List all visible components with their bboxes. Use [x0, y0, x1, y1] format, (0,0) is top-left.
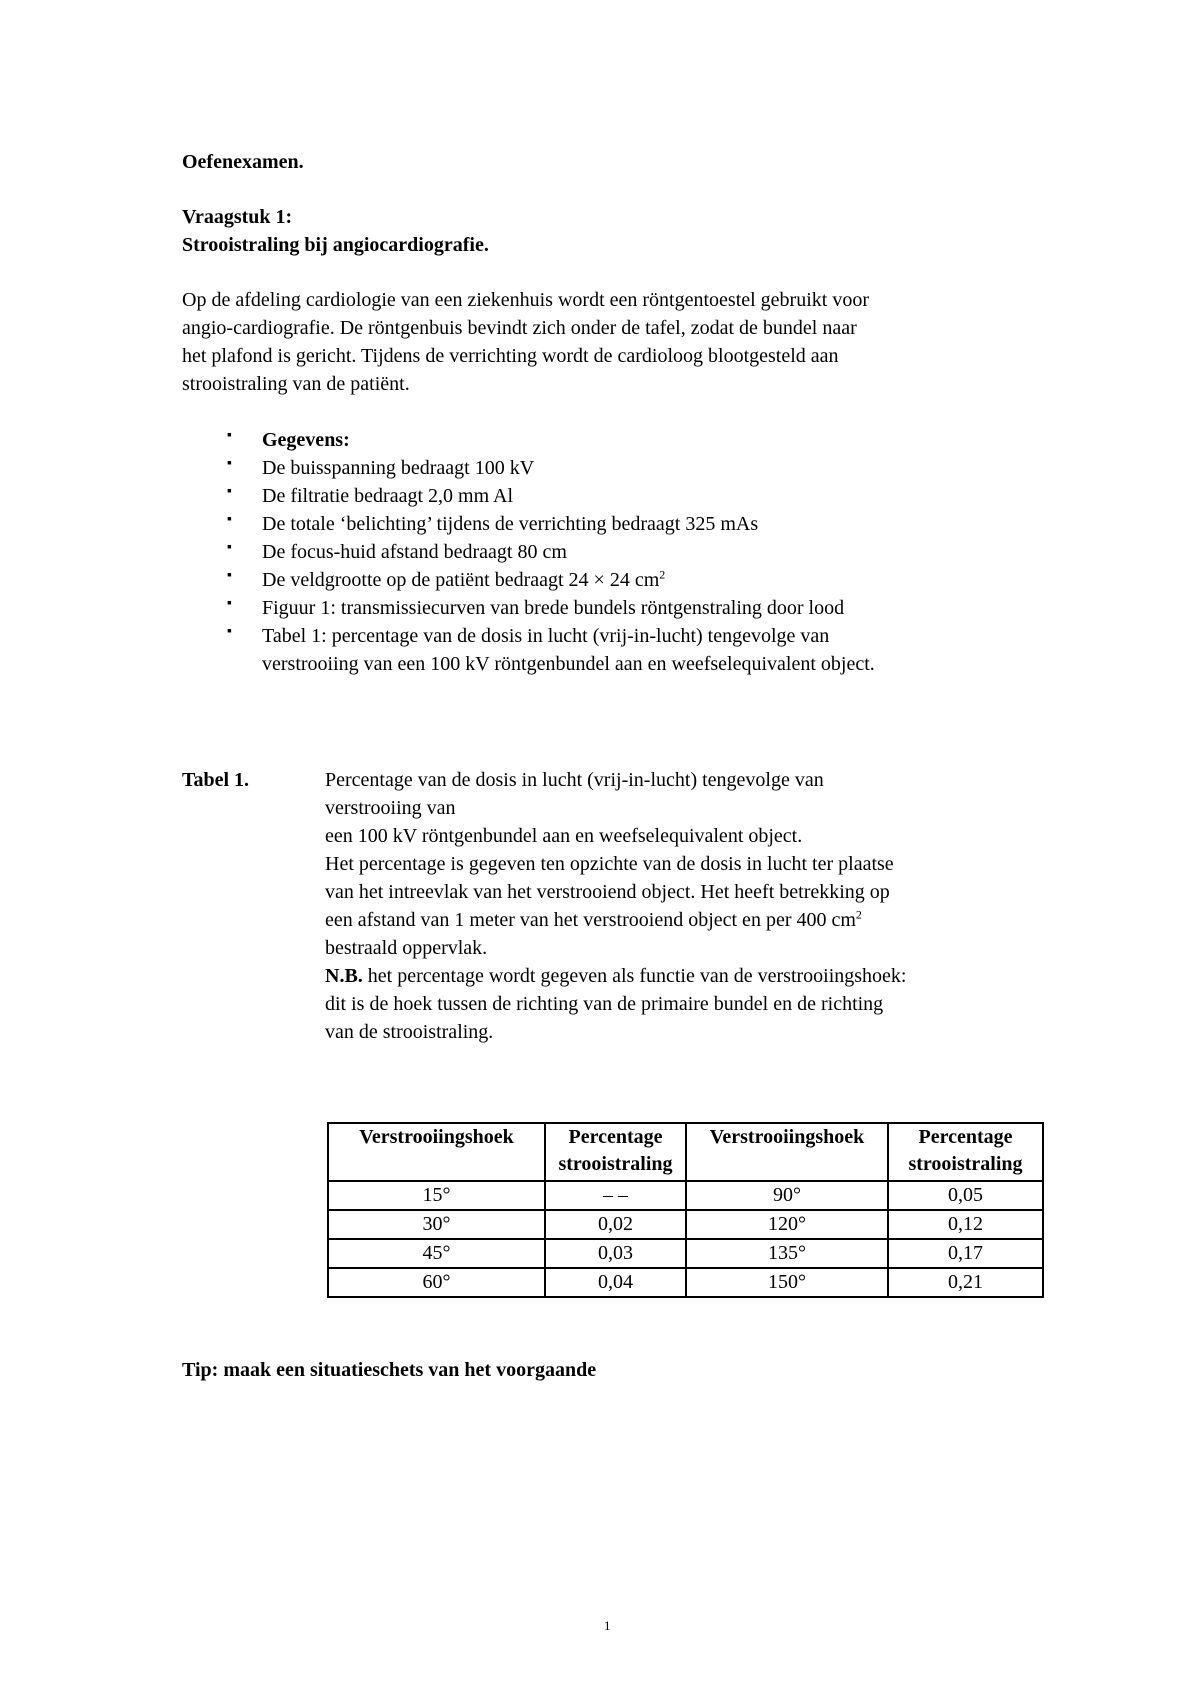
question-label: Vraagstuk 1:: [182, 206, 293, 228]
bullet-icon: ▪: [227, 568, 232, 583]
header-line: strooistraling: [558, 1153, 673, 1175]
cell-percentage-a: 0,03: [545, 1239, 686, 1268]
caption-line: van de strooistraling.: [325, 1021, 494, 1043]
bullet-item: [182, 622, 1082, 650]
bullet-continuation: verstrooiing van een 100 kV röntgenbundel aan en weefselequivalent object.: [262, 653, 875, 675]
table-row: [328, 1239, 1043, 1268]
question-title: Strooistraling bij angiocardiografie.: [182, 234, 489, 256]
intro-line: angio-cardiografie. De röntgenbuis bevindt zich onder de tafel, zodat de bundel naar: [182, 317, 857, 339]
bullet-text: Figuur 1: transmissiecurven van brede bundels röntgenstraling door lood: [262, 597, 845, 619]
header-percentage-a: [545, 1123, 686, 1181]
cell-angle-b: 150°: [686, 1268, 888, 1297]
document-title: Oefenexamen.: [182, 151, 304, 173]
bullet-item: [182, 594, 1082, 622]
table-row: [328, 1268, 1043, 1297]
cell-percentage-b: 0,05: [888, 1181, 1043, 1210]
cell-percentage-b: 0,21: [888, 1268, 1043, 1297]
cell-percentage-b: 0,12: [888, 1210, 1043, 1239]
bullet-icon: ▪: [227, 428, 232, 443]
cell-percentage-b: 0,17: [888, 1239, 1043, 1268]
bullet-icon: ▪: [227, 624, 232, 639]
caption-line: [325, 906, 1085, 934]
intro-line: strooistraling van de patiënt.: [182, 373, 410, 395]
caption-line: [325, 962, 1085, 990]
cell-angle-a: 15°: [328, 1181, 545, 1210]
page-number: 1: [604, 1618, 611, 1633]
header-line: strooistraling: [908, 1153, 1023, 1175]
table-header-row: [328, 1123, 1043, 1181]
header-line: Percentage: [918, 1126, 1013, 1148]
header-line: Percentage: [568, 1126, 663, 1148]
caption-line: Percentage van de dosis in lucht (vrij-in-lucht) tengevolge van: [325, 769, 824, 791]
header-angle-a: Verstrooiingshoek: [328, 1123, 545, 1181]
bullet-text: De veldgrootte op de patiënt bedraagt 24 × 24 cm: [262, 569, 660, 591]
caption-line: Het percentage is gegeven ten opzichte van de dosis in lucht ter plaatse: [325, 853, 894, 875]
superscript: 2: [855, 907, 862, 922]
data-bullet-list: [182, 426, 1082, 678]
bullet-icon: ▪: [227, 484, 232, 499]
bullet-heading-text: Gegevens:: [262, 429, 350, 451]
cell-percentage-a: 0,02: [545, 1210, 686, 1239]
table-caption-text: [325, 766, 1085, 1046]
bullet-text: De buisspanning bedraagt 100 kV: [262, 457, 535, 479]
bullet-item: [182, 538, 1082, 566]
intro-line: het plafond is gericht. Tijdens de verrichting wordt de cardioloog blootgesteld aan: [182, 345, 839, 367]
bullet-icon: ▪: [227, 512, 232, 527]
caption-line: bestraald oppervlak.: [325, 937, 488, 959]
bullet-item: [182, 566, 1082, 594]
header-percentage-b: [888, 1123, 1043, 1181]
cell-angle-b: 90°: [686, 1181, 888, 1210]
bullet-text: De totale ‘belichting’ tijdens de verrichting bedraagt 325 mAs: [262, 513, 759, 535]
caption-line: dit is de hoek tussen de richting van de primaire bundel en de richting: [325, 993, 884, 1015]
bullet-icon: ▪: [227, 540, 232, 555]
superscript: 2: [659, 567, 666, 582]
cell-angle-a: 30°: [328, 1210, 545, 1239]
bullet-text: De filtratie bedraagt 2,0 mm Al: [262, 485, 514, 507]
caption-line: van het intreevlak van het verstrooiend object. Het heeft betrekking op: [325, 881, 890, 903]
caption-text: een afstand van 1 meter van het verstrooiend object en per 400 cm: [325, 909, 856, 931]
bullet-item: [182, 510, 1082, 538]
bullet-icon: ▪: [227, 596, 232, 611]
intro-paragraph: [182, 286, 1042, 398]
cell-angle-a: 45°: [328, 1239, 545, 1268]
scatter-percentage-table: [327, 1122, 1044, 1298]
bullet-text: Tabel 1: percentage van de dosis in lucht (vrij-in-lucht) tengevolge van: [262, 625, 830, 647]
cell-percentage-a: – –: [545, 1181, 686, 1210]
intro-line: Op de afdeling cardiologie van een ziekenhuis wordt een röntgentoestel gebruikt voor: [182, 289, 869, 311]
caption-text: het percentage wordt gegeven als functie van de verstrooiingshoek:: [362, 965, 907, 987]
cell-angle-b: 120°: [686, 1210, 888, 1239]
cell-angle-b: 135°: [686, 1239, 888, 1268]
tip-text: Tip: maak een situatieschets van het voorgaande: [182, 1359, 597, 1381]
cell-percentage-a: 0,04: [545, 1268, 686, 1297]
caption-line: een 100 kV röntgenbundel aan en weefselequivalent object.: [325, 825, 803, 847]
header-angle-b: Verstrooiingshoek: [686, 1123, 888, 1181]
table-caption-label: Tabel 1.: [182, 769, 250, 791]
cell-angle-a: 60°: [328, 1268, 545, 1297]
table-row: [328, 1210, 1043, 1239]
table-row: [328, 1181, 1043, 1210]
caption-line: verstrooiing van: [325, 797, 456, 819]
bullet-item: [182, 482, 1082, 510]
bullet-icon: ▪: [227, 456, 232, 471]
bullet-item: [182, 454, 1082, 482]
bullet-item-heading: [182, 426, 1082, 454]
bullet-text: De focus-huid afstand bedraagt 80 cm: [262, 541, 567, 563]
nb-label: N.B.: [325, 965, 363, 987]
